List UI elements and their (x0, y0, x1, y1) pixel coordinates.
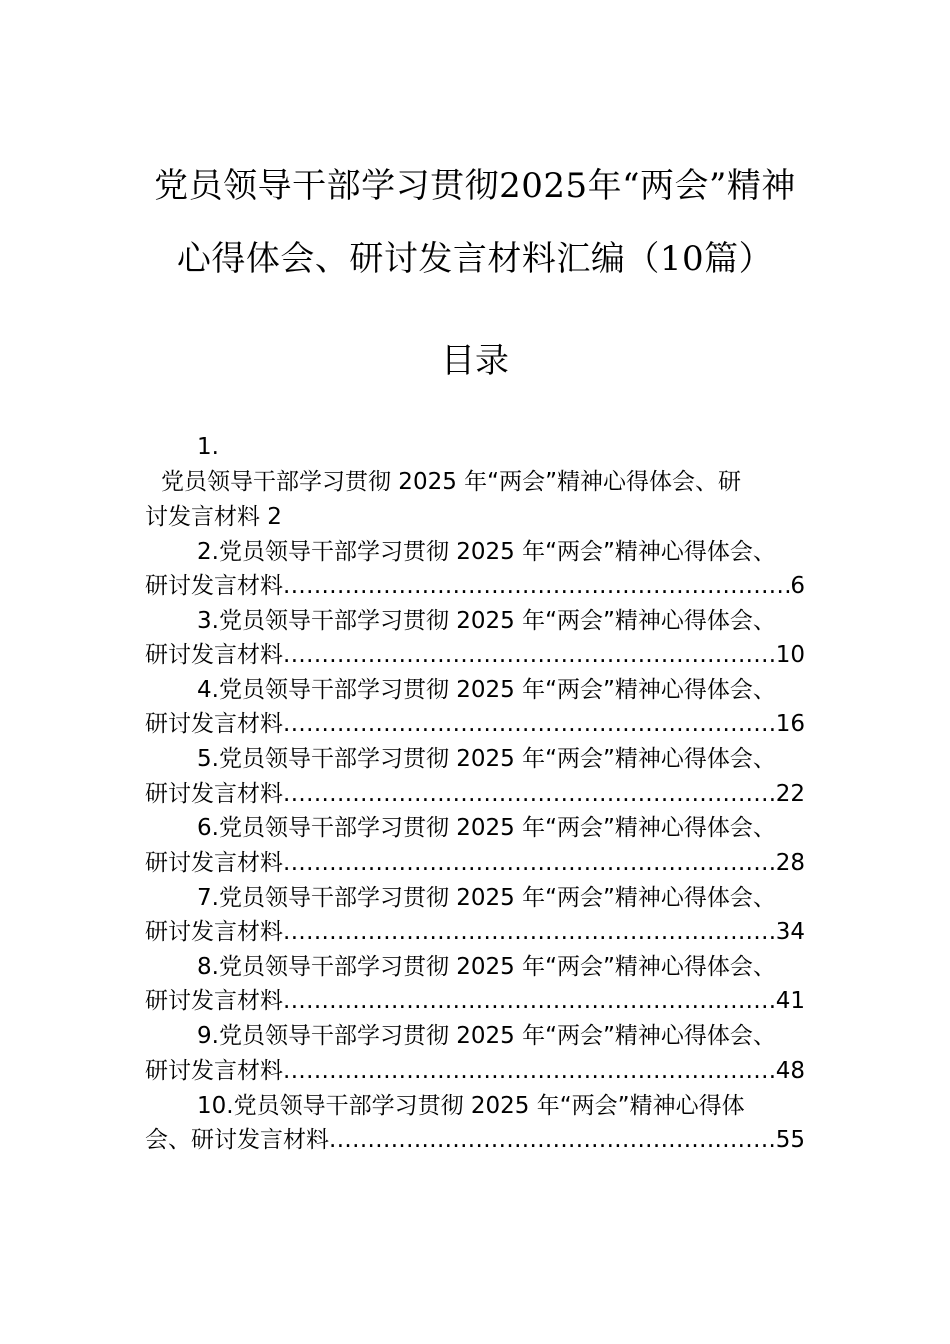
toc-entry-leader-row (145, 638, 805, 672)
toc-page-number: 48 (775, 1058, 805, 1084)
toc-entry-text-line2: 研讨发言材料 (145, 573, 283, 599)
toc-entry-text-line2: 研讨发言材料 (145, 988, 283, 1014)
toc-entry-leader-row (145, 915, 805, 949)
toc-entry-text-line1: 2.党员领导干部学习贯彻 2025 年“两会”精神心得体会、 (197, 539, 776, 565)
toc-entry-text-line1: 3.党员领导干部学习贯彻 2025 年“两会”精神心得体会、 (197, 608, 776, 634)
toc-leader-dots (283, 1054, 776, 1088)
toc-leader-dots (329, 1123, 776, 1157)
toc-entry-text-line2: 研讨发言材料 (145, 781, 283, 807)
toc-entry-text-line2: 研讨发言材料 (145, 711, 283, 737)
toc-leader-dots (283, 984, 776, 1018)
toc-entry-text-line2: 研讨发言材料 (145, 1058, 283, 1084)
toc-entry-text-line2: 研讨发言材料 (145, 642, 283, 668)
toc-entry-text-line1: 8.党员领导干部学习贯彻 2025 年“两会”精神心得体会、 (197, 954, 776, 980)
toc-entry-text-line2: 讨发言材料 2 (145, 504, 282, 530)
toc-entry-text-line1: 5.党员领导干部学习贯彻 2025 年“两会”精神心得体会、 (197, 746, 776, 772)
toc-entry-leader-row (145, 777, 805, 811)
toc-entry-text-line2: 会、研讨发言材料 (145, 1127, 329, 1153)
toc-leader-dots (283, 915, 776, 949)
toc-entry-leader-row (145, 707, 805, 741)
toc-entry-text-line2: 研讨发言材料 (145, 919, 283, 945)
toc-page-number: 10 (775, 642, 805, 668)
toc-entry-text-line1: 4.党员领导干部学习贯彻 2025 年“两会”精神心得体会、 (197, 677, 776, 703)
toc-entry-leader-row (145, 1054, 805, 1088)
toc-entry-text-line1: 7.党员领导干部学习贯彻 2025 年“两会”精神心得体会、 (197, 885, 776, 911)
toc-page-number: 41 (775, 988, 805, 1014)
toc-entry-text-line1: 6.党员领导干部学习贯彻 2025 年“两会”精神心得体会、 (197, 815, 776, 841)
toc-heading: 目录 (441, 341, 509, 381)
toc-page-number: 28 (775, 850, 805, 876)
toc-leader-dots (283, 777, 776, 811)
toc-leader-dots (283, 707, 776, 741)
toc-entry-leader-row (145, 984, 805, 1018)
toc-leader-dots (283, 846, 776, 880)
toc-entry-text-line1: 党员领导干部学习贯彻 2025 年“两会”精神心得体会、研 (161, 469, 741, 495)
toc-leader-dots (283, 638, 776, 672)
toc-page-number: 6 (790, 573, 805, 599)
toc-page-number: 22 (775, 781, 805, 807)
toc-entry-leader-row (145, 846, 805, 880)
document-title-line-1: 党员领导干部学习贯彻2025年“两会”精神 (154, 166, 796, 206)
toc-entry-leader-row (145, 569, 805, 603)
toc-page-number: 34 (775, 919, 805, 945)
toc-entry-leader-row (145, 1123, 805, 1157)
toc-entry-text-line1: 10.党员领导干部学习贯彻 2025 年“两会”精神心得体 (197, 1093, 745, 1119)
toc-entry-number: 1. (197, 434, 219, 460)
toc-entry-text-line2: 研讨发言材料 (145, 850, 283, 876)
toc-leader-dots (283, 569, 790, 603)
toc-page-number: 55 (775, 1127, 805, 1153)
toc-page-number: 16 (775, 711, 805, 737)
toc-entry-text-line1: 9.党员领导干部学习贯彻 2025 年“两会”精神心得体会、 (197, 1023, 776, 1049)
document-title-line-2: 心得体会、研讨发言材料汇编（10篇） (176, 239, 774, 279)
